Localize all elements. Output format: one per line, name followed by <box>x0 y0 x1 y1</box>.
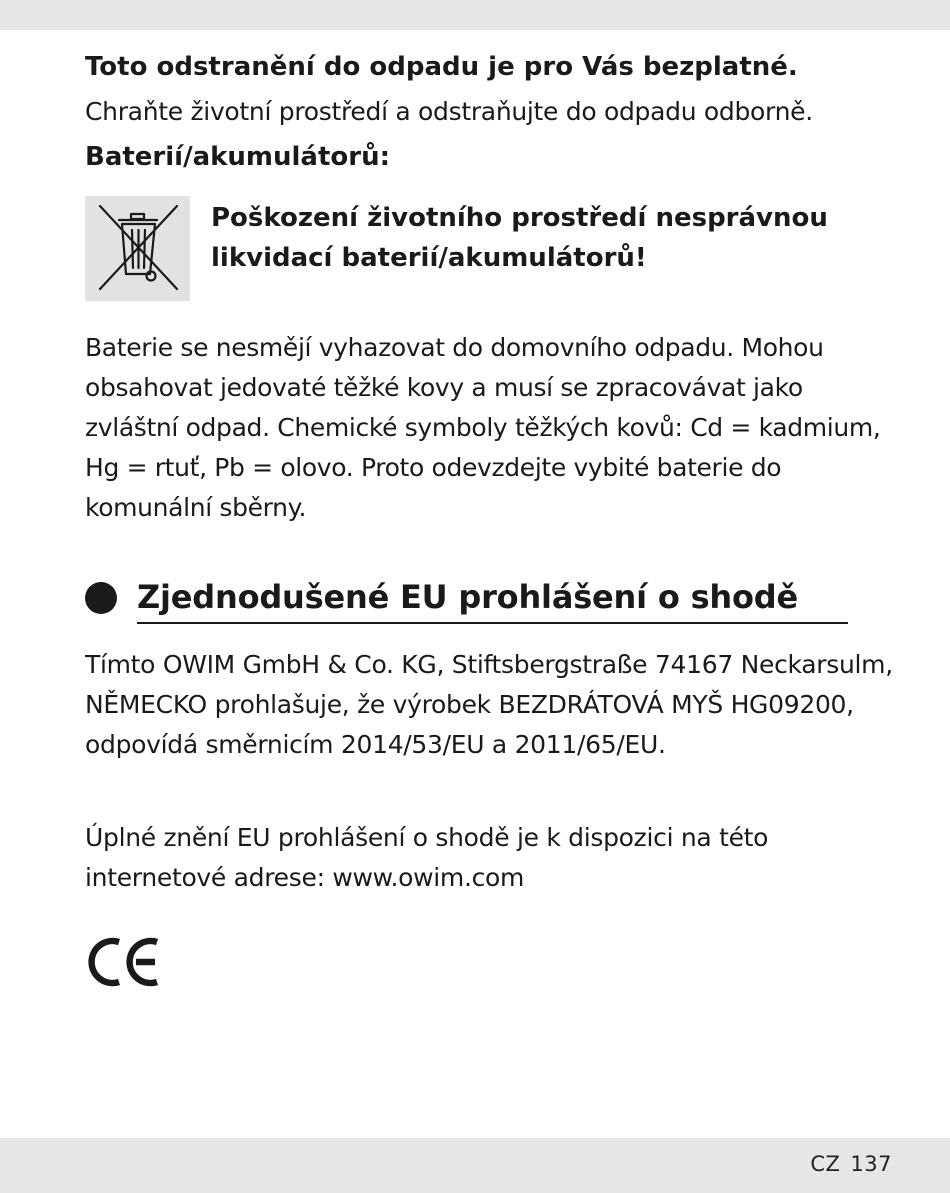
declaration-paragraph: Tímto OWIM GmbH & Co. KG, Stiftsbergstraße 74167 Neckarsulm, NĚMECKO prohlašuje, že výrobek BEZDRÁTOVÁ MYŠ HG09200, odpovídá směrnicím 2014/53/EU a 2011/65/EU. <box>85 650 893 759</box>
bottom-band <box>0 1138 950 1193</box>
protect-environment-text: Chraňte životní prostředí a odstraňujte do odpadu odborně. <box>85 97 813 126</box>
language-code: CZ <box>810 1152 841 1176</box>
page-number: 137 <box>850 1152 892 1176</box>
declaration-website-paragraph: Úplné znění EU prohlášení o shodě je k dispozici na této internetové adrese: www.owim.com <box>85 823 769 892</box>
top-band <box>0 0 950 30</box>
crossed-out-wheelie-bin-icon <box>85 196 190 301</box>
filled-circle-bullet-icon <box>85 582 117 614</box>
batteries-heading: Baterií/akumulátorů: <box>85 142 390 172</box>
section-title: Zjednodušené EU prohlášení o shodě <box>137 578 798 616</box>
ce-mark-icon <box>85 936 163 988</box>
section-heading <box>85 576 900 626</box>
warning-title: Poškození životního prostředí nesprávnou likvidací baterií/akumulátorů! <box>211 203 828 273</box>
free-disposal-notice: Toto odstranění do odpadu je pro Vás bezplatné. <box>85 52 798 82</box>
page-footer <box>810 1152 892 1176</box>
section-title-underline <box>137 622 848 624</box>
battery-disposal-paragraph: Baterie se nesmějí vyhazovat do domovního odpadu. Mohou obsahovat jedovaté těžké kovy a musí se zpracovávat jako zvláštní odpad. Chemické symboly těžkých kovů: Cd = kadmium, Hg = rtuť, Pb = olovo. Proto odevzdejte vybité baterie do komunální sběrny. <box>85 333 881 522</box>
